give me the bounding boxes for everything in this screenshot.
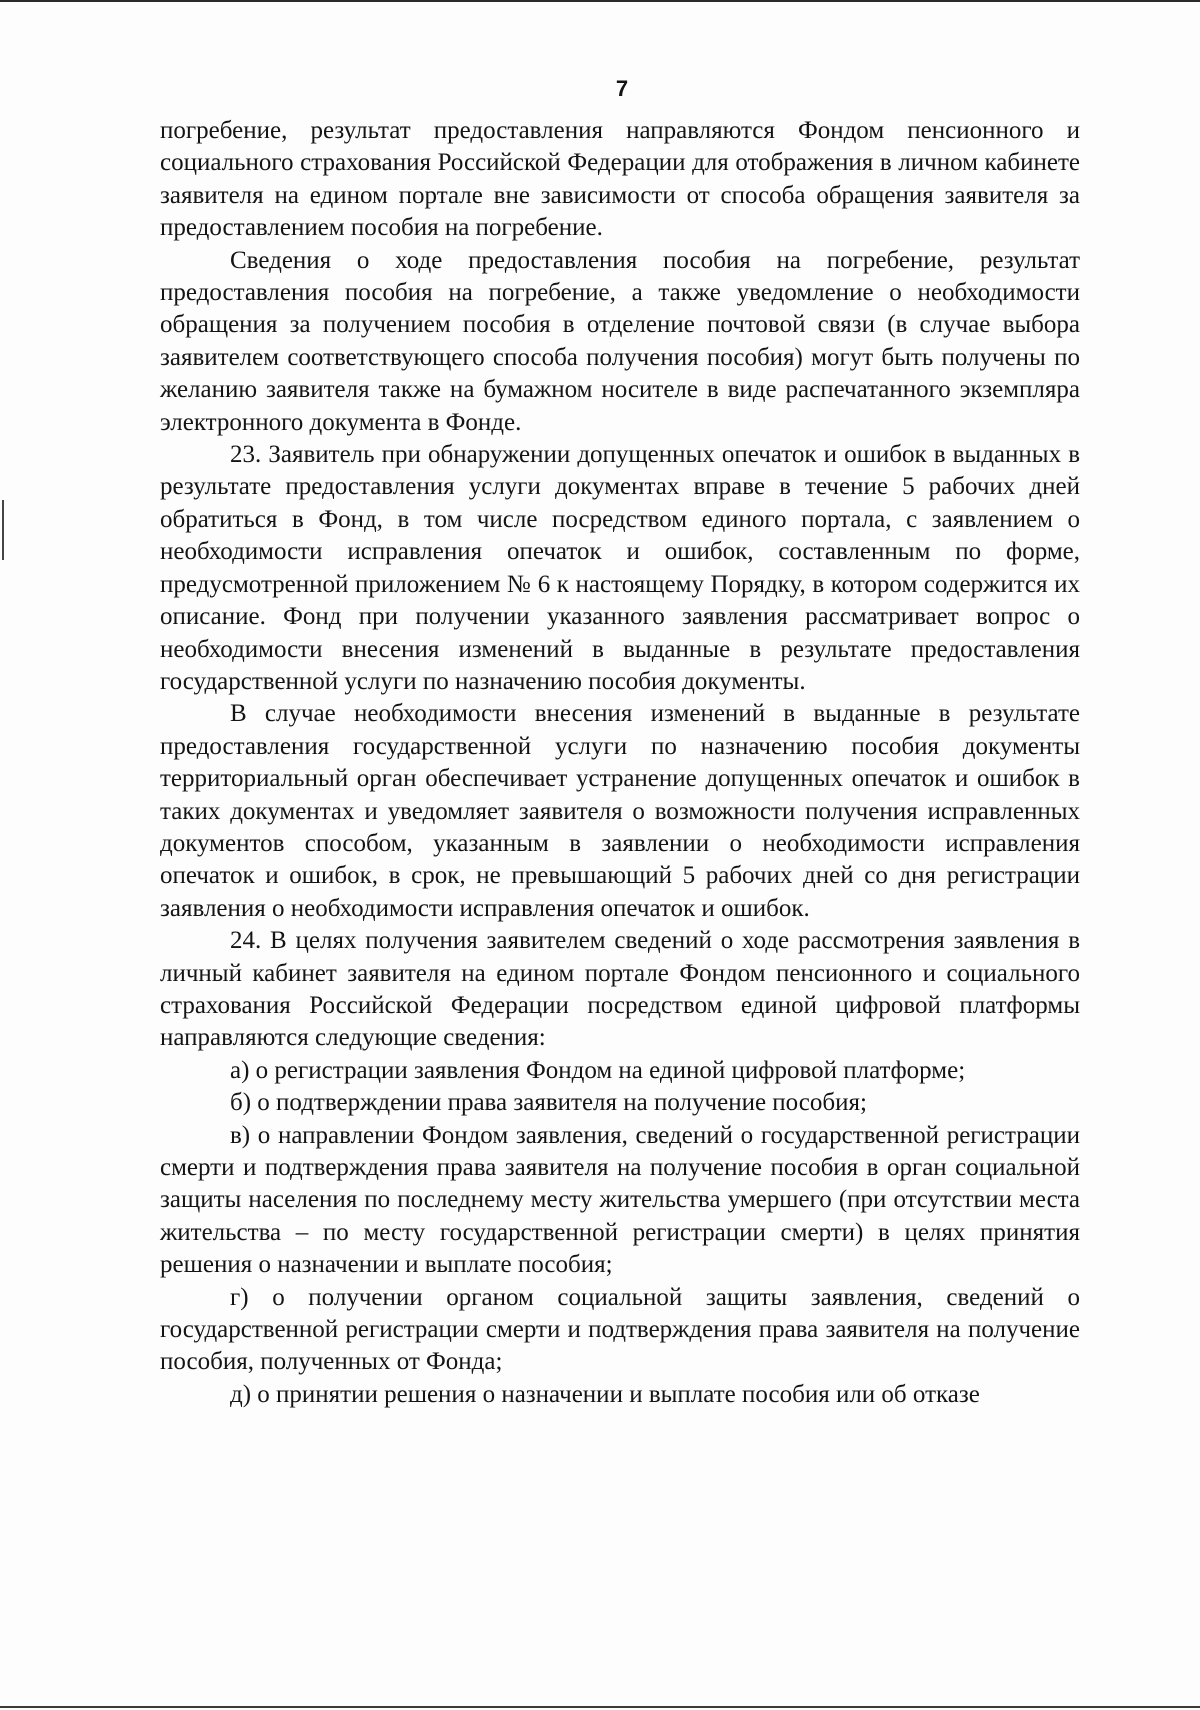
paragraph-continuation: погребение, результат предоставления направляются Фондом пенсионного и социального страхования Российской Федерации для отображения в личном кабинете заявителя на едином портале вне зависимости от способа обращения заявителя за предоставлением пособия на погребение. [160, 117, 1080, 242]
paragraph-status-info: Сведения о ходе предоставления пособия на погребение, результат предоставления пособия на погребение, а также уведомление о необходимости обращения за получением пособия в отделение почтовой связи (в случае выбора заявителем соответствующего способа получения пособия) могут быть получены по желанию заявителя также на бумажном носителе в виде распечатанного экземпляра электронного документа в Фонде. [160, 246, 1080, 436]
document-body [160, 115, 1080, 1411]
scan-top-edge [0, 0, 1200, 2]
scan-bottom-edge [0, 1706, 1200, 1708]
list-item-b: б) о подтверждении права заявителя на получение пособия; [230, 1089, 867, 1117]
page-number: 7 [615, 76, 629, 101]
paragraph-clause-23: 23. Заявитель при обнаружении допущенных опечаток и ошибок в выданных в результате предоставления услуги документах вправе в течение 5 рабочих дней обратиться в Фонд, в том числе посредством единого портала, с заявлением о необходимости исправления опечаток и ошибок, составленным по форме, предусмотренной приложением № 6 к настоящему Порядку, в котором содержится их описание. Фонд при получении указанного заявления рассматривает вопрос о необходимости внесения изменений в выданные в результате предоставления государственной услуги по назначению пособия документы. [160, 441, 1080, 695]
paragraph-corrections: В случае необходимости внесения изменений в выданные в результате предоставления государственной услуги по назначению пособия документы территориальный орган обеспечивает устранение допущенных опечаток и ошибок в таких документах и уведомляет заявителя о возможности получения исправленных документов способом, указанным в заявлении о необходимости исправления опечаток и ошибок, в срок, не превышающий 5 рабочих дней со дня регистрации заявления о необходимости исправления опечаток и ошибок. [160, 700, 1080, 922]
list-item-v: в) о направлении Фондом заявления, сведений о государственной регистрации смерти и подтверждения права заявителя на получение пособия в орган социальной защиты населения по последнему месту жительства умершего (при отсутствии места жительства – по месту государственной регистрации смерти) в целях принятия решения о назначении и выплате пособия; [160, 1121, 1080, 1279]
scan-margin-mark [2, 500, 4, 560]
paragraph-clause-24: 24. В целях получения заявителем сведений о ходе рассмотрения заявления в личный кабинет заявителя на едином портале Фондом пенсионного и социального страхования Российской Федерации посредством единой цифровой платформы направляются следующие сведения: [160, 927, 1080, 1052]
list-item-d: д) о принятии решения о назначении и выплате пособия или об отказе [230, 1380, 980, 1408]
list-item-g: г) о получении органом социальной защиты заявления, сведений о государственной регистрации смерти и подтверждения права заявителя на получение пособия, полученных от Фонда; [160, 1283, 1080, 1376]
list-item-a: а) о регистрации заявления Фондом на единой цифровой платформе; [230, 1056, 966, 1084]
